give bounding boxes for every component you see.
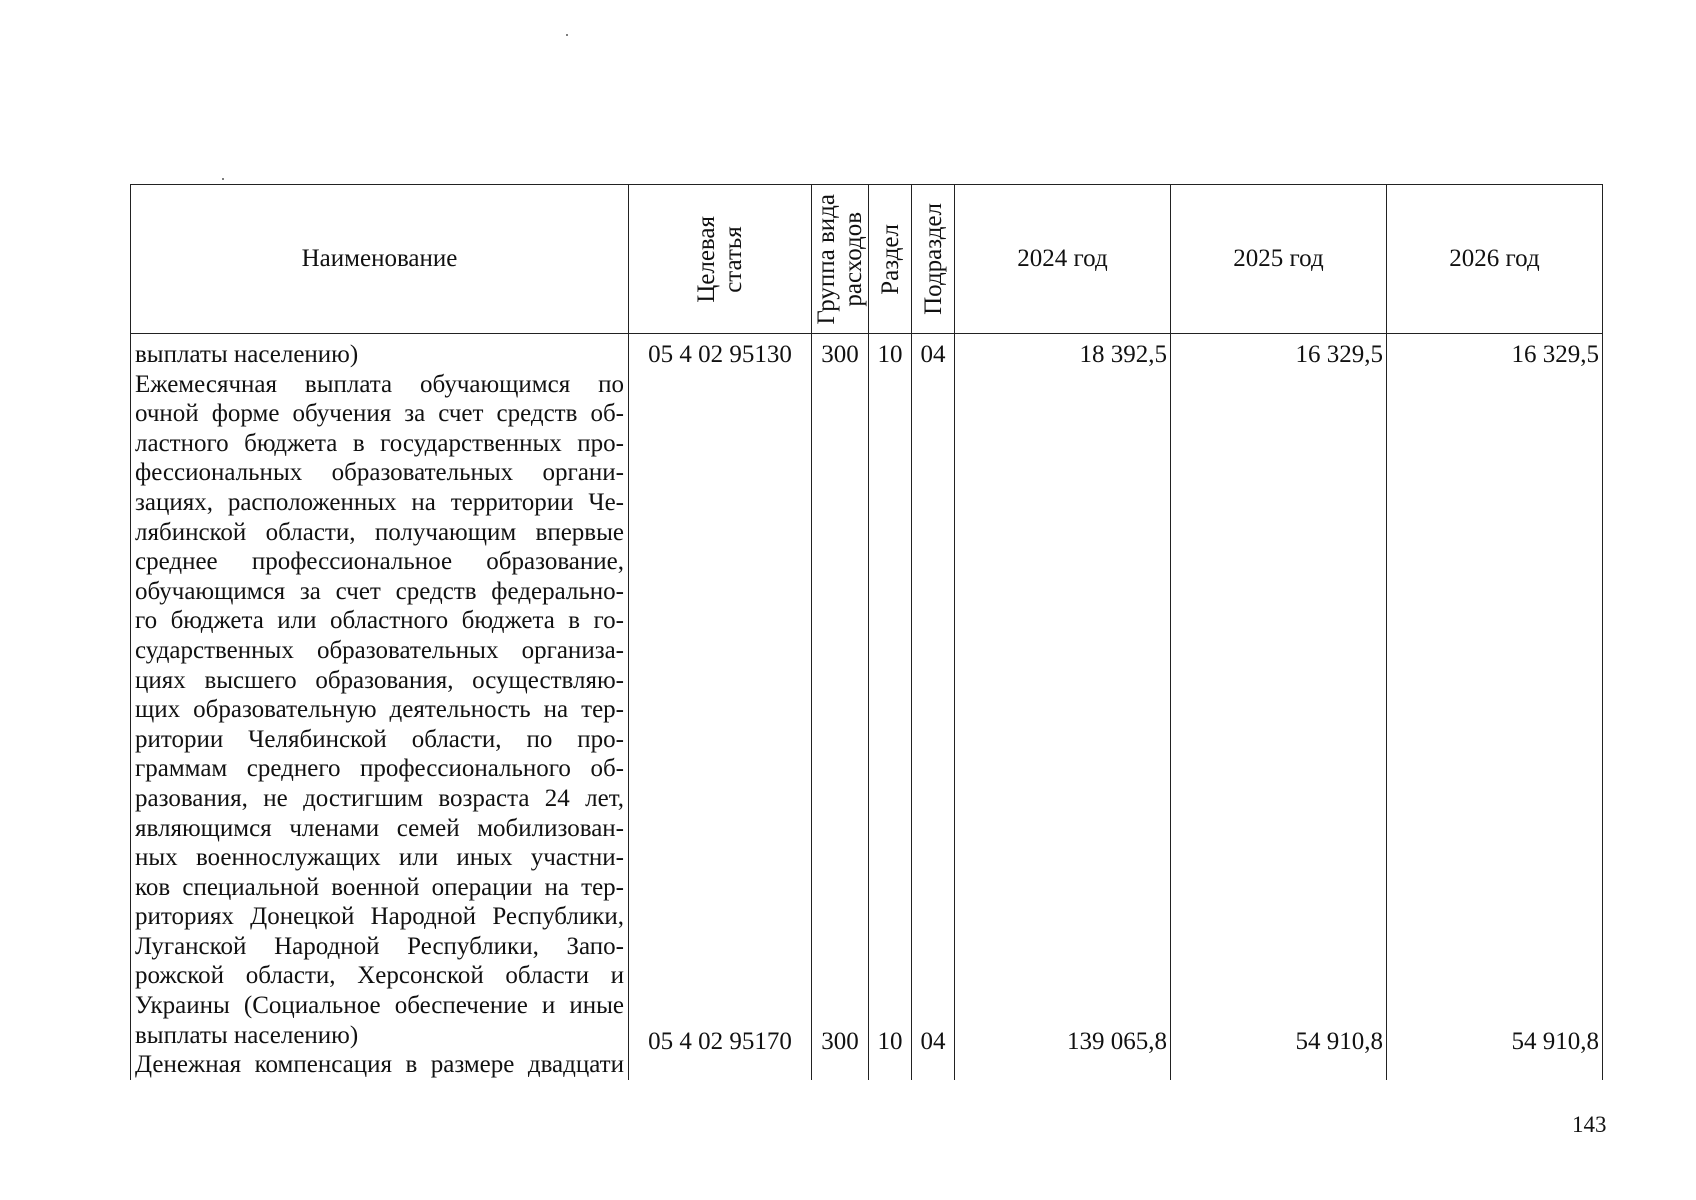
header-row bbox=[131, 185, 1603, 334]
header-section bbox=[869, 185, 912, 334]
expense-group-value: 300 bbox=[821, 341, 859, 368]
name-line: Украины (Социальное обеспечение и иные bbox=[135, 992, 624, 1020]
name-line: зациях, расположенных на территории Че- bbox=[135, 488, 624, 516]
amount-2024: 139 065,8 bbox=[1067, 1028, 1167, 1055]
table-row bbox=[131, 334, 1603, 1081]
header-subsection-label: Подраздел bbox=[919, 203, 947, 315]
header-year-2026-label: 2026 год bbox=[1449, 245, 1540, 272]
subsection-value: 04 bbox=[920, 341, 946, 368]
name-line: фессиональных образовательных органи- bbox=[135, 459, 624, 487]
name-line: ных военнослужащих или иных участни- bbox=[135, 844, 624, 872]
name-line: Ежемесячная выплата обучающимся по bbox=[135, 370, 624, 398]
name-line: ластного бюджета в государственных про- bbox=[135, 429, 624, 457]
amount-2025: 54 910,8 bbox=[1295, 1028, 1383, 1055]
subsection-value: 04 bbox=[920, 1028, 946, 1055]
name-line: обучающимся за счет средств федерально- bbox=[135, 577, 624, 605]
target-article-value: 05 4 02 95170 bbox=[648, 1028, 792, 1055]
name-line: Денежная компенсация в размере двадцати bbox=[135, 1051, 624, 1079]
header-subsection bbox=[912, 185, 955, 334]
name-line: лябинской области, получающим впервые bbox=[135, 518, 624, 546]
name-line: граммам среднего профессионального об- bbox=[135, 755, 624, 783]
section-cell bbox=[869, 334, 912, 1081]
section-value: 10 bbox=[877, 341, 903, 368]
name-line: циях высшего образования, осуществляю- bbox=[135, 666, 624, 694]
name-line: очной форме обучения за счет средств об- bbox=[135, 400, 624, 428]
amount-2024: 18 392,5 bbox=[1079, 341, 1167, 368]
name-line: ков специальной военной операции на тер- bbox=[135, 873, 624, 901]
name-line: среднее профессиональное образование, bbox=[135, 548, 624, 576]
name-text-block bbox=[131, 334, 628, 1080]
year-2024-cell bbox=[955, 334, 1171, 1081]
header-year-2024 bbox=[955, 185, 1171, 334]
header-expense-group-label: Группа вида расходов bbox=[813, 193, 867, 325]
name-line: го бюджета или областного бюджета в го- bbox=[135, 607, 624, 635]
header-section-label: Раздел bbox=[876, 223, 904, 295]
name-line: риториях Донецкой Народной Республики, bbox=[135, 903, 624, 931]
expense-group-value: 300 bbox=[821, 1028, 859, 1055]
scan-speck bbox=[222, 178, 224, 180]
name-line: Луганской Народной Республики, Запо- bbox=[135, 932, 624, 960]
header-expense-group bbox=[812, 185, 869, 334]
header-year-2025-label: 2025 год bbox=[1233, 245, 1324, 272]
subsection-cell bbox=[912, 334, 955, 1081]
name-cell bbox=[131, 334, 629, 1081]
name-line: сударственных образовательных организа- bbox=[135, 636, 624, 664]
name-line: выплаты населению) bbox=[135, 1021, 359, 1049]
name-line: щих образовательную деятельность на тер- bbox=[135, 696, 624, 724]
scan-speck bbox=[566, 34, 568, 36]
name-line: ритории Челябинской области, по про- bbox=[135, 725, 624, 753]
header-year-2024-label: 2024 год bbox=[1017, 245, 1108, 272]
amount-2026: 16 329,5 bbox=[1511, 341, 1599, 368]
name-line: разования, не достигшим возраста 24 лет, bbox=[135, 784, 624, 812]
header-name bbox=[131, 185, 629, 334]
header-target-article-label: Целевая статья bbox=[693, 215, 747, 303]
name-line: рожской области, Херсонской области и bbox=[135, 962, 624, 990]
amount-2025: 16 329,5 bbox=[1295, 341, 1383, 368]
year-2026-cell bbox=[1387, 334, 1603, 1081]
amount-2026: 54 910,8 bbox=[1511, 1028, 1599, 1055]
header-year-2026 bbox=[1387, 185, 1603, 334]
name-line: являющимся членами семей мобилизован- bbox=[135, 814, 624, 842]
expense-group-cell bbox=[812, 334, 869, 1081]
budget-table bbox=[130, 184, 1603, 1080]
name-line: выплаты населению) bbox=[135, 341, 359, 368]
page-number: 143 bbox=[1572, 1112, 1607, 1137]
header-target-article bbox=[629, 185, 812, 334]
target-article-cell bbox=[629, 334, 812, 1081]
year-2025-cell bbox=[1171, 334, 1387, 1081]
header-name-label: Наименование bbox=[301, 245, 458, 272]
header-year-2025 bbox=[1171, 185, 1387, 334]
target-article-value: 05 4 02 95130 bbox=[648, 341, 792, 368]
section-value: 10 bbox=[877, 1028, 903, 1055]
